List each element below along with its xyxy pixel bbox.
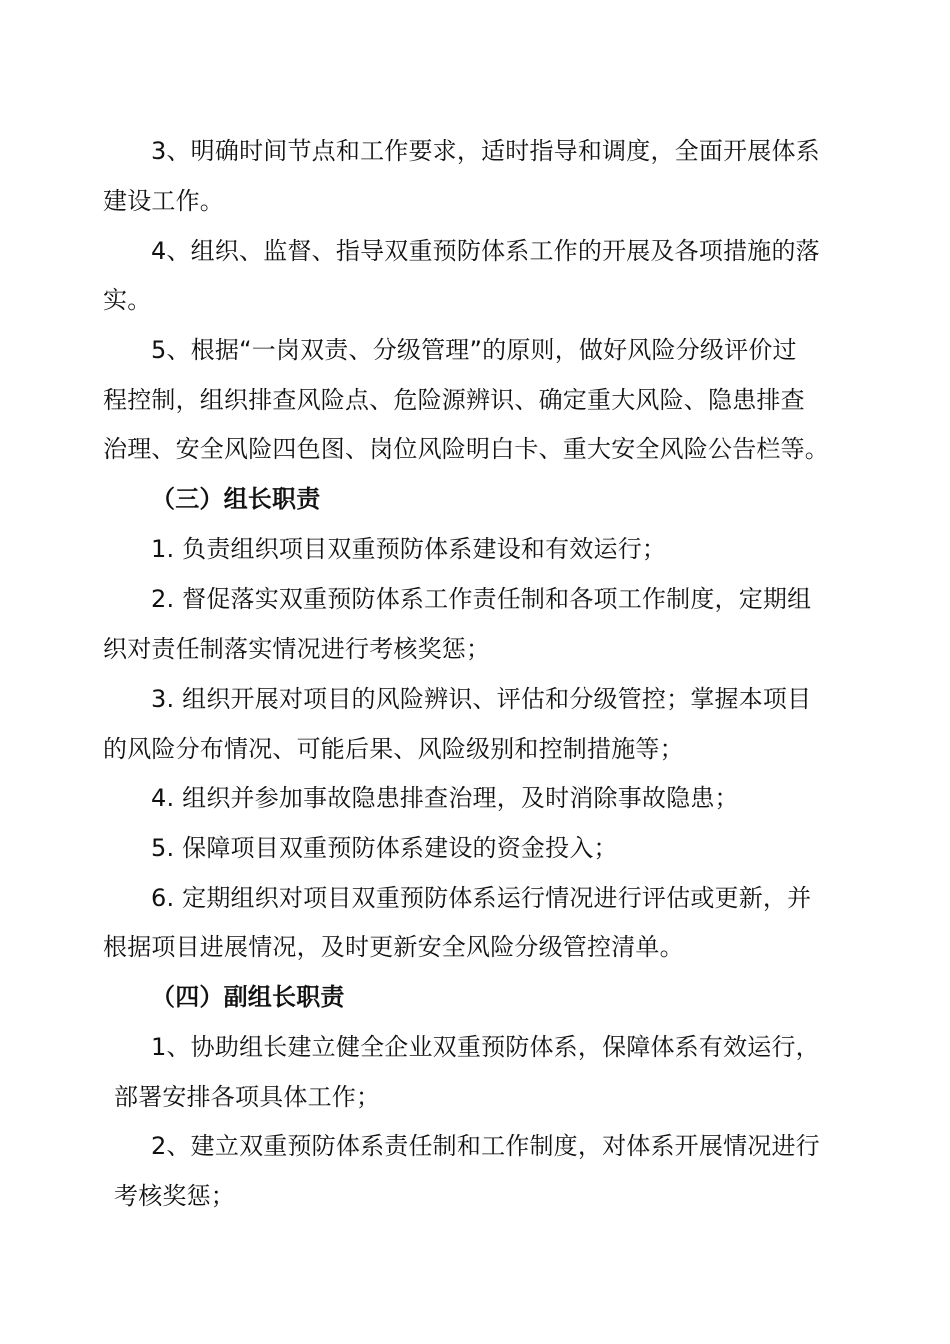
paragraph-line: 实。 xyxy=(103,286,152,314)
list-item: 6. 定期组织对项目双重预防体系运行情况进行评估或更新，并 xyxy=(151,884,812,912)
paragraph-line: 根据项目进展情况，及时更新安全风险分级管控清单。 xyxy=(103,933,684,961)
list-item: 1、协助组长建立健全企业双重预防体系，保障体系有效运行， xyxy=(151,1033,820,1061)
paragraph-line: 建设工作。 xyxy=(103,187,224,215)
section-heading: （四）副组长职责 xyxy=(151,983,345,1011)
paragraph-line: 织对责任制落实情况进行考核奖惩； xyxy=(103,635,491,663)
paragraph-line: 程控制，组织排查风险点、危险源辨识、确定重大风险、隐患排查 xyxy=(103,386,805,414)
paragraph-line: 5、根据“一岗双责、分级管理”的原则，做好风险分级评价过 xyxy=(151,336,797,364)
list-item: 3. 组织开展对项目的风险辨识、评估和分级管控；掌握本项目 xyxy=(151,685,812,713)
paragraph-line: 4、组织、监督、指导双重预防体系工作的开展及各项措施的落 xyxy=(151,237,820,265)
paragraph-line: 的风险分布情况、可能后果、风险级别和控制措施等； xyxy=(103,735,684,763)
section-heading: （三）组长职责 xyxy=(151,485,321,513)
list-item: 5. 保障项目双重预防体系建设的资金投入； xyxy=(151,834,618,862)
paragraph-line: 部署安排各项具体工作； xyxy=(114,1083,381,1111)
list-item: 2、建立双重预防体系责任制和工作制度，对体系开展情况进行 xyxy=(151,1132,820,1160)
list-item: 1. 负责组织项目双重预防体系建设和有效运行； xyxy=(151,535,667,563)
list-item: 4. 组织并参加事故隐患排查治理，及时消除事故隐患； xyxy=(151,784,739,812)
paragraph-line: 考核奖惩； xyxy=(114,1182,235,1210)
paragraph-line: 3、明确时间节点和工作要求，适时指导和调度，全面开展体系 xyxy=(151,137,820,165)
paragraph-line: 治理、安全风险四色图、岗位风险明白卡、重大安全风险公告栏等。 xyxy=(103,435,829,463)
list-item: 2. 督促落实双重预防体系工作责任制和各项工作制度，定期组 xyxy=(151,585,812,613)
